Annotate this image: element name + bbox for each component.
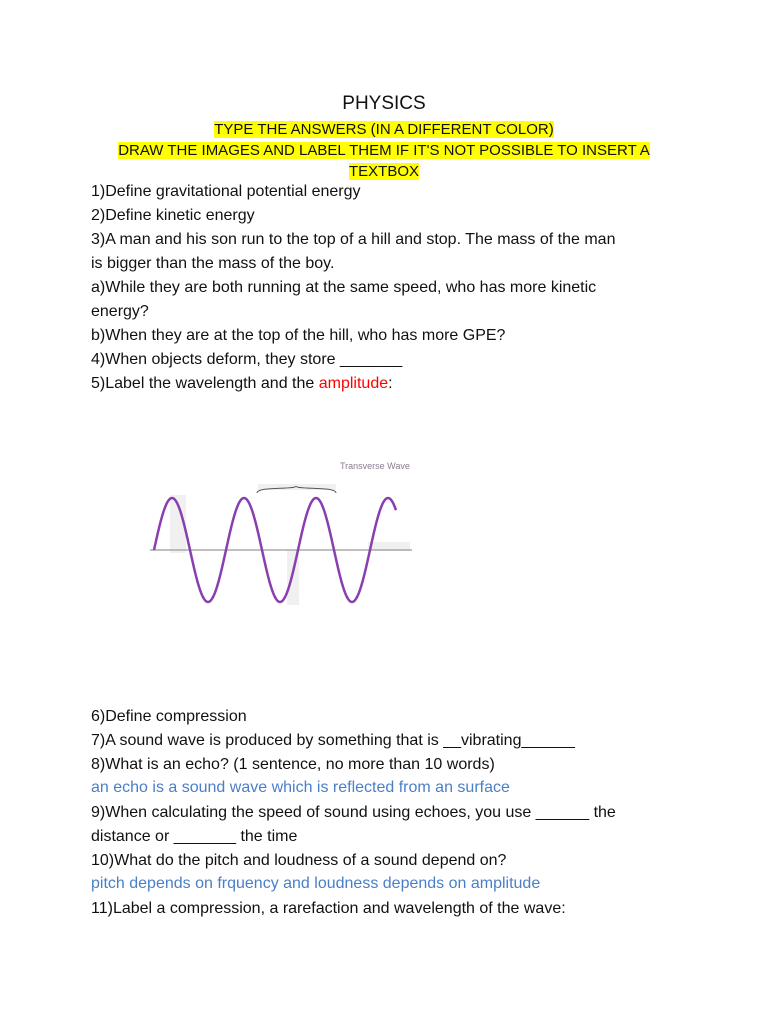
question-5 xyxy=(91,373,393,395)
instruction-highlight-2: DRAW THE IMAGES AND LABEL THEM IF IT'S NOT POSSIBLE TO INSERT A xyxy=(118,142,650,159)
question-11: 11)Label a compression, a rarefaction and wavelength of the wave: xyxy=(91,900,566,917)
instruction-line-3 xyxy=(0,162,768,181)
instruction-line-1 xyxy=(0,120,768,139)
page-title: PHYSICS xyxy=(342,93,426,114)
question-5-prefix: 5)Label the wavelength and the xyxy=(91,375,319,392)
answer-10: pitch depends on frquency and loudness depends on amplitude xyxy=(91,875,541,892)
question-2: 2)Define kinetic energy xyxy=(91,207,255,224)
question-9-line-2: distance or _______ the time xyxy=(91,828,298,845)
question-10: 10)What do the pitch and loudness of a sound depend on? xyxy=(91,852,507,869)
question-9-line-1: 9)When calculating the speed of sound using echoes, you use ______ the xyxy=(91,804,616,821)
figure-caption: Transverse Wave xyxy=(340,461,410,471)
question-3-line-1: 3)A man and his son run to the top of a hill and stop. The mass of the man xyxy=(91,231,616,248)
question-3b: b)When they are at the top of the hill, who has more GPE? xyxy=(91,327,506,344)
transverse-wave-figure xyxy=(150,410,430,660)
instruction-line-2 xyxy=(0,141,768,160)
figure-background xyxy=(150,410,430,660)
question-4: 4)When objects deform, they store _______ xyxy=(91,351,403,368)
question-7: 7)A sound wave is produced by something that is __vibrating______ xyxy=(91,732,575,749)
question-8: 8)What is an echo? (1 sentence, no more than 10 words) xyxy=(91,756,495,773)
instruction-highlight-1: TYPE THE ANSWERS (IN A DIFFERENT COLOR) xyxy=(214,121,554,138)
question-3-line-2: is bigger than the mass of the boy. xyxy=(91,255,335,272)
question-3a-line-1: a)While they are both running at the same speed, who has more kinetic xyxy=(91,279,597,296)
instruction-highlight-3: TEXTBOX xyxy=(348,163,419,180)
answer-8: an echo is a sound wave which is reflected from an surface xyxy=(91,779,510,796)
question-6: 6)Define compression xyxy=(91,708,247,725)
question-5-amplitude: amplitude xyxy=(318,375,389,392)
question-3a-line-2: energy? xyxy=(91,303,149,320)
transverse-wave-diagram xyxy=(150,410,430,660)
question-1: 1)Define gravitational potential energy xyxy=(91,183,361,200)
question-5-suffix: : xyxy=(388,375,393,392)
